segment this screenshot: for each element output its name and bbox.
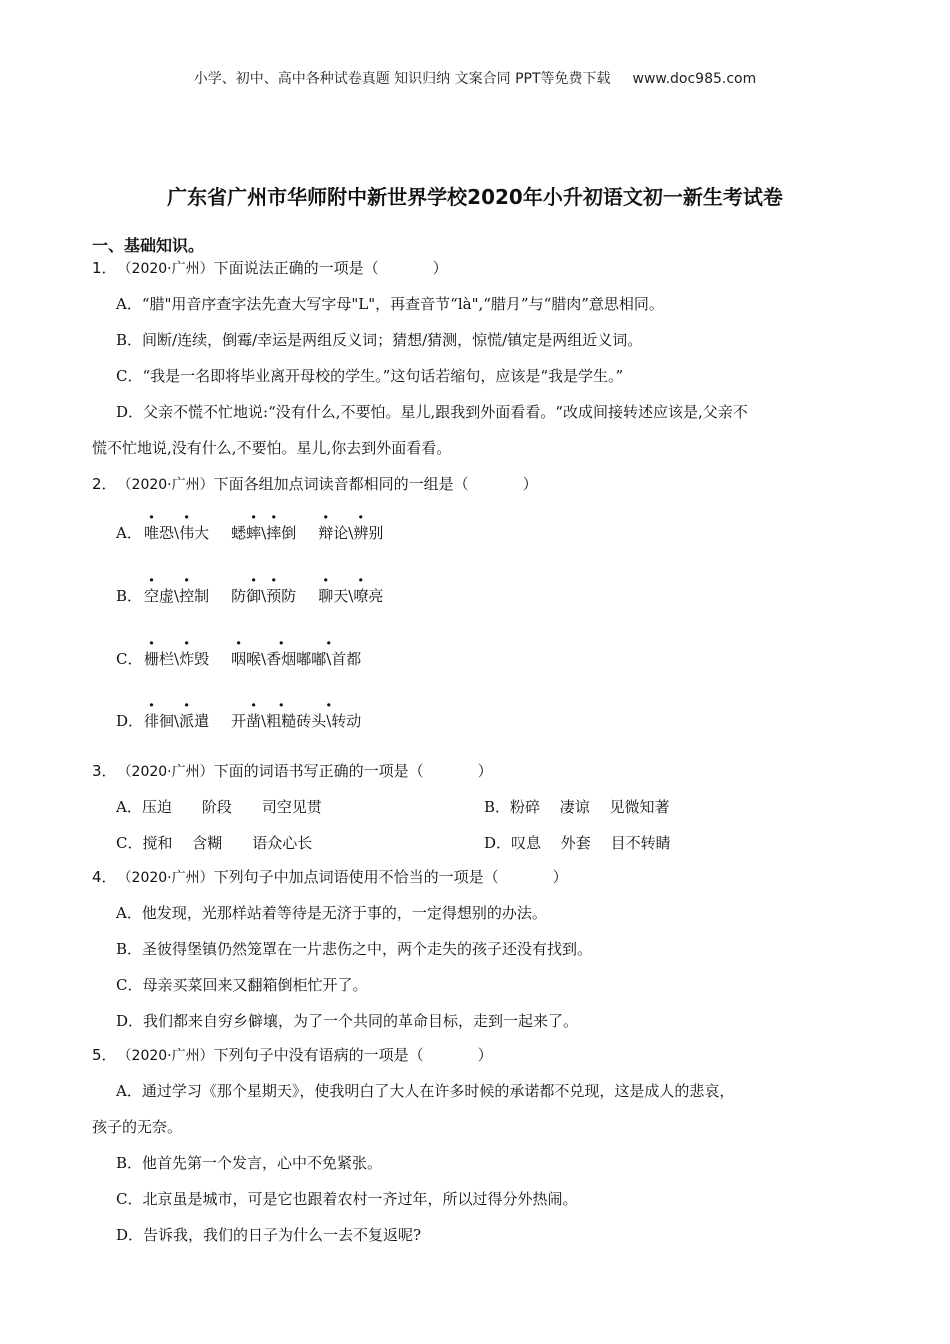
question-2-option-c: C． 栅栏\炸毁 咽喉\香烟· 嘟嘟\首都 [116, 649, 361, 669]
question-4-option-a: A．他发现，光那样站着等待是无济于事的，一定得想别的办法。 [116, 904, 547, 922]
question-5-option-c: C．北京虽是城市，可是它也跟着农村一齐过年，所以过得分外热闹。 [116, 1190, 578, 1208]
question-1-option-b: B．间断/连续，倒霉/幸运是两组反义词；猜想/猜测，惊慌/镇定是两组近义词。 [116, 331, 643, 349]
question-5-stem: 5． （2020·广州）下列句子中没有语病的一项是（ ） [92, 1046, 493, 1064]
question-5-option-b: B．他首先第一个发言，心中不免紧张。 [116, 1154, 383, 1172]
question-4-option-b: B．圣彼得堡镇仍然笼罩在一片悲伤之中，两个走失的孩子还没有找到。 [116, 940, 593, 958]
section-heading: 一、基础知识。 [92, 236, 205, 255]
header-site[interactable]: www.doc985.com [632, 71, 757, 87]
question-3-option-c: C．搅和 含糊 语众心长 [116, 834, 313, 852]
question-1-option-c: C．“我是一名即将毕业离开母校的学生。”这句话若缩句，应该是“我是学生。” [116, 367, 624, 385]
question-5-option-a-cont: 孩子的无奈。 [92, 1118, 183, 1136]
question-1-option-d: D．父亲不慌不忙地说:“没有什么,不要怕。星儿,跟我到外面看看。“改成间接转述应该是,父亲不 [116, 403, 748, 421]
question-1-option-a: A．“腊"用音序查字法先查大写字母"L"，再查音节“là",“腊月”与“腊肉”意思相同。 [116, 295, 664, 313]
question-3-option-d: D．叹息 外套 目不转睛 [484, 834, 671, 852]
question-3-stem: 3． （2020·广州）下面的词语书写正确的一项是（ ） [92, 762, 493, 780]
question-4-option-d: D．我们都来自穷乡僻壤，为了一个共同的革命目标，走到一起来了。 [116, 1012, 579, 1030]
header-text: 小学、初中、高中各种试卷真题 知识归纳 文案合同 PPT等免费下载 [193, 71, 611, 87]
question-2-option-b: B． 空虚\控制 防御\预防 聊天\嘹亮 [116, 587, 384, 605]
question-2-option-a: A． 唯恐\伟大 蟋蟀\摔倒 辩论\辨别 [116, 524, 384, 542]
question-5-option-d: D．告诉我，我们的日子为什么一去不复返呢? [116, 1226, 422, 1244]
document-title: 广东省广州市华师附中新世界学校2020年小升初语文初一新生考试卷 [167, 185, 783, 209]
question-1-stem: 1． （2020·广州）下面说法正确的一项是（ ） [92, 259, 448, 277]
question-1-option-d-cont: 慌不忙地说,没有什么,不要怕。星儿,你去到外面看看。 [92, 439, 452, 457]
question-5-option-a: A．通过学习《那个星期天》，使我明白了大人在许多时候的承诺都不兑现，这是成人的悲哀， [116, 1082, 735, 1100]
question-4-stem: 4． （2020·广州）下列句子中加点词语使用不恰当的一项是（ ） [92, 868, 568, 886]
question-2-stem: 2． （2020·广州）下面各组加点词读音都相同的一组是（ ） [92, 475, 538, 493]
question-2-option-d: D．徘徊\派遣 开凿\粗糙· 砖头\转动 [116, 711, 361, 731]
question-3-option-b: B．粉碎 凄谅 见微知著 [484, 798, 670, 816]
page-header [0, 68, 950, 88]
question-3-option-a: A．压迫 阶段 司空见贯 [116, 798, 322, 816]
question-4-option-c: C．母亲买菜回来又翻箱倒柜忙开了。 [116, 976, 368, 994]
